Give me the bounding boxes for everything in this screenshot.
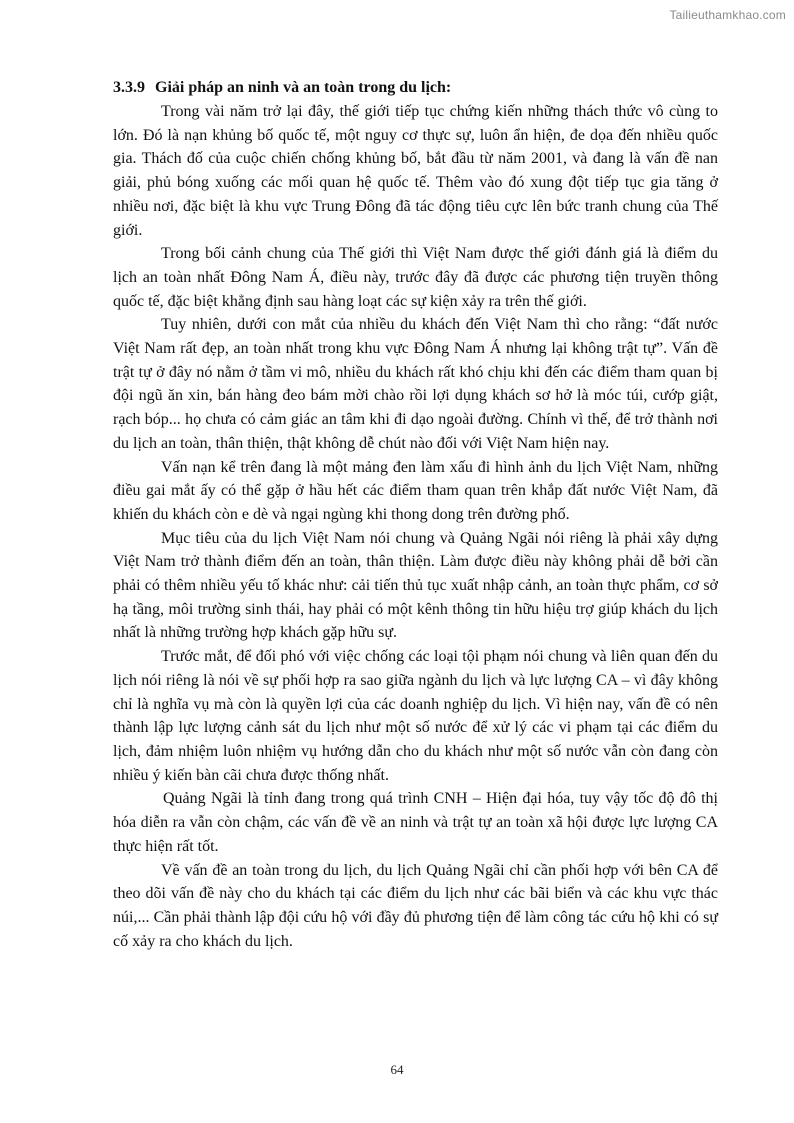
- paragraph: Trong bối cảnh chung của Thế giới thì Việt Nam được thế giới đánh giá là điểm du lịch an toàn nhất Đông Nam Á, điều này, trước đây đã được các phương tiện truyền thông quốc tế, đặc biệt khẳng định sau hàng loạt các sự kiện xảy ra trên thế giới.: [113, 245, 718, 310]
- section-number: 3.3.9: [113, 79, 145, 96]
- paragraph: Mục tiêu của du lịch Việt Nam nói chung và Quảng Ngãi nói riêng là phải xây dựng Việt Nam trở thành điểm đến an toàn, thân thiện. Làm được điều này không phải dễ bởi cần phải có thêm nhiều yếu tố khác như: cải tiến thủ tục xuất nhập cảnh, an toàn thực phẩm, cơ sở hạ tầng, môi trường sinh thái, hay phải có một kênh thông tin hữu hiệu trợ giúp khách du lịch nhất là những trường hợp khách gặp hữu sự.: [113, 529, 718, 642]
- paragraph: Trong vài năm trở lại đây, thế giới tiếp tục chứng kiến những thách thức vô cùng to lớn. Đó là nạn khủng bố quốc tế, một nguy cơ thực sự, luôn ẩn hiện, đe dọa đến nhiều quốc gia. Thách đố của cuộc chiến chống khủng bố, bắt đầu từ năm 2001, và đang là vấn đề nan giải, phủ bóng xuống các mối quan hệ quốc tế. Thêm vào đó xung đột tiếp tục gia tăng ở nhiều nơi, đặc biệt là khu vực Trung Đông đã tác động tiêu cực lên bức tranh chung của Thế giới.: [113, 103, 718, 239]
- paragraph: Tuy nhiên, dưới con mắt của nhiều du khách đến Việt Nam thì cho rằng: “đất nước Việt Nam rất đẹp, an toàn nhất trong khu vực Đông Nam Á nhưng lại không trật tự”. Vấn đề trật tự ở đây nó nằm ở tầm vi mô, nhiều du khách rất khó chịu khi đến các điểm tham quan bị đội ngũ ăn xin, bán hàng đeo bám mời chào rồi lợi dụng khách sơ hở là móc túi, cướp giật, rạch bóp... họ chưa có cảm giác an tâm khi đi dạo ngoài đường. Chính vì thế, để trở thành nơi du lịch an toàn, thân thiện, thật không dễ chút nào đối với Việt Nam hiện nay.: [113, 316, 718, 452]
- paragraph: Về vấn đề an toàn trong du lịch, du lịch Quảng Ngãi chỉ cần phối hợp với bên CA để theo dõi vấn đề này cho du khách tại các điểm du lịch như các bãi biển và các khu vực thác núi,... Cần phải thành lập đội cứu hộ với đầy đủ phương tiện để làm công tác cứu hộ khi có sự cố xảy ra cho khách du lịch.: [113, 861, 718, 950]
- document-body: [113, 76, 718, 953]
- watermark-text: Tailieuthamkhao.com: [669, 8, 786, 22]
- paragraph: Vấn nạn kể trên đang là một mảng đen làm xấu đi hình ảnh du lịch Việt Nam, những điều gai mắt ấy có thể gặp ở hầu hết các điểm tham quan trên khắp đất nước Việt Nam, đã khiến du khách còn e dè và ngại ngùng khi thong dong trên đường phố.: [113, 458, 718, 523]
- section-heading: [113, 76, 718, 100]
- paragraph: Trước mắt, để đối phó với việc chống các loại tội phạm nói chung và liên quan đến du lịch nói riêng là nói về sự phối hợp ra sao giữa ngành du lịch và lực lượng CA – vì đây không chỉ là nghĩa vụ mà còn là quyền lợi của các doanh nghiệp du lịch. Vì hiện nay, vấn đề có nên thành lập lực lượng cảnh sát du lịch như một số nước để xử lý các vi phạm tại các điểm du lịch, đảm nhiệm luôn nhiệm vụ hướng dẫn cho du khách như một số nước vẫn còn đang còn nhiều ý kiến bàn cãi chưa được thống nhất.: [113, 648, 718, 784]
- section-title: Giải pháp an ninh và an toàn trong du lịch:: [155, 79, 452, 96]
- paragraph: Quảng Ngãi là tỉnh đang trong quá trình CNH – Hiện đại hóa, tuy vậy tốc độ đô thị hóa diễn ra vẫn còn chậm, các vấn đề về an ninh và trật tự an toàn xã hội được lực lượng CA thực hiện rất tốt.: [113, 790, 718, 855]
- page-number: 64: [390, 1062, 404, 1077]
